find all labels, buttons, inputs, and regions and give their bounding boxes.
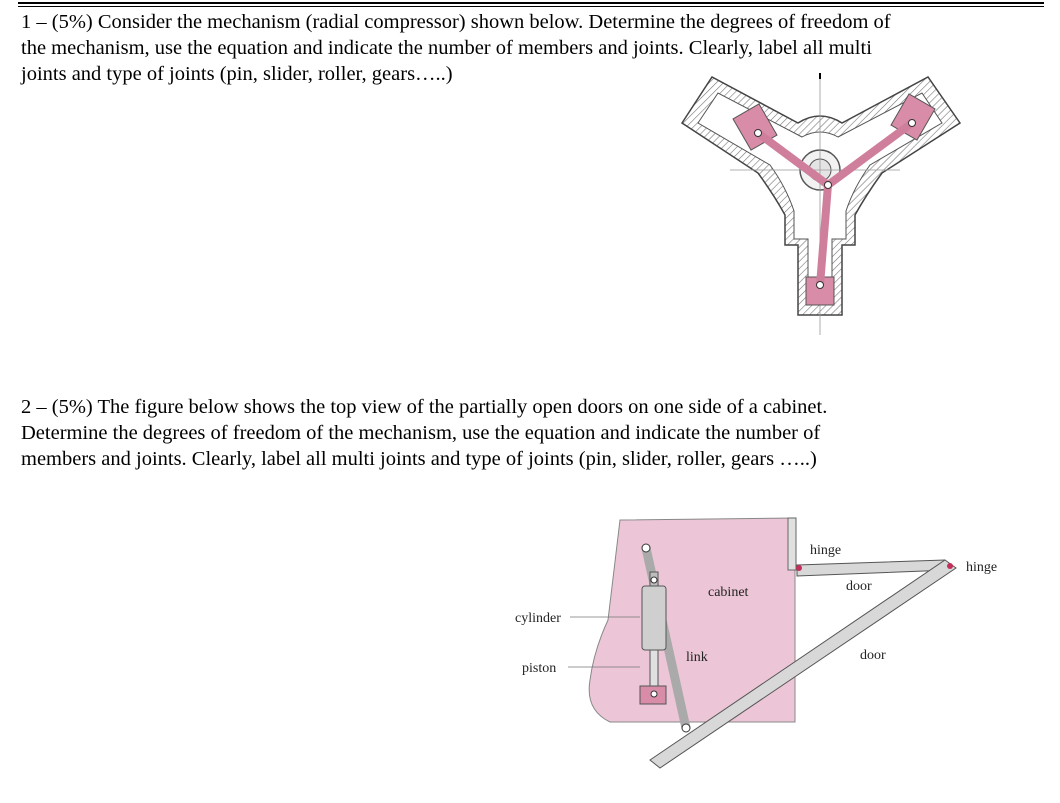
radial-compressor-figure: [670, 65, 970, 355]
link-label: link: [686, 650, 708, 665]
question-1-line: 1 – (5%) Consider the mechanism (radial compressor) shown below. Determine the degrees of freedom of: [21, 11, 891, 33]
hinge-right-label: hinge: [966, 560, 998, 575]
cabinet-doors-figure: [490, 510, 1040, 790]
door-lower-label: door: [860, 648, 886, 663]
piston-rod: [650, 650, 658, 690]
top-rule: [18, 2, 1044, 4]
hinge-top-label: hinge: [810, 543, 842, 558]
question-1-line: joints and type of joints (pin, slider, roller, gears…..): [21, 63, 453, 85]
top-rule-thin: [18, 6, 1044, 7]
question-2-line: Determine the degrees of freedom of the mechanism, use the equation and indicate the number of: [21, 422, 821, 444]
cylinder-label: cylinder: [515, 611, 561, 626]
door-upper-label: door: [846, 579, 872, 594]
question-2-line: 2 – (5%) The figure below shows the top view of the partially open doors on one side of a cabinet.: [21, 396, 828, 418]
hinge-right-marker: [947, 563, 953, 569]
cylinder: [642, 586, 666, 650]
hinge-top-marker: [796, 565, 802, 571]
piston-label: piston: [522, 661, 557, 676]
question-1-line: the mechanism, use the equation and indicate the number of members and joints. Clearly, label all multi: [21, 37, 872, 59]
cabinet-label: cabinet: [708, 585, 749, 600]
question-2-line: members and joints. Clearly, label all multi joints and type of joints (pin, slider, roller, gears …..): [21, 448, 817, 470]
question-2-text: [21, 394, 1021, 472]
